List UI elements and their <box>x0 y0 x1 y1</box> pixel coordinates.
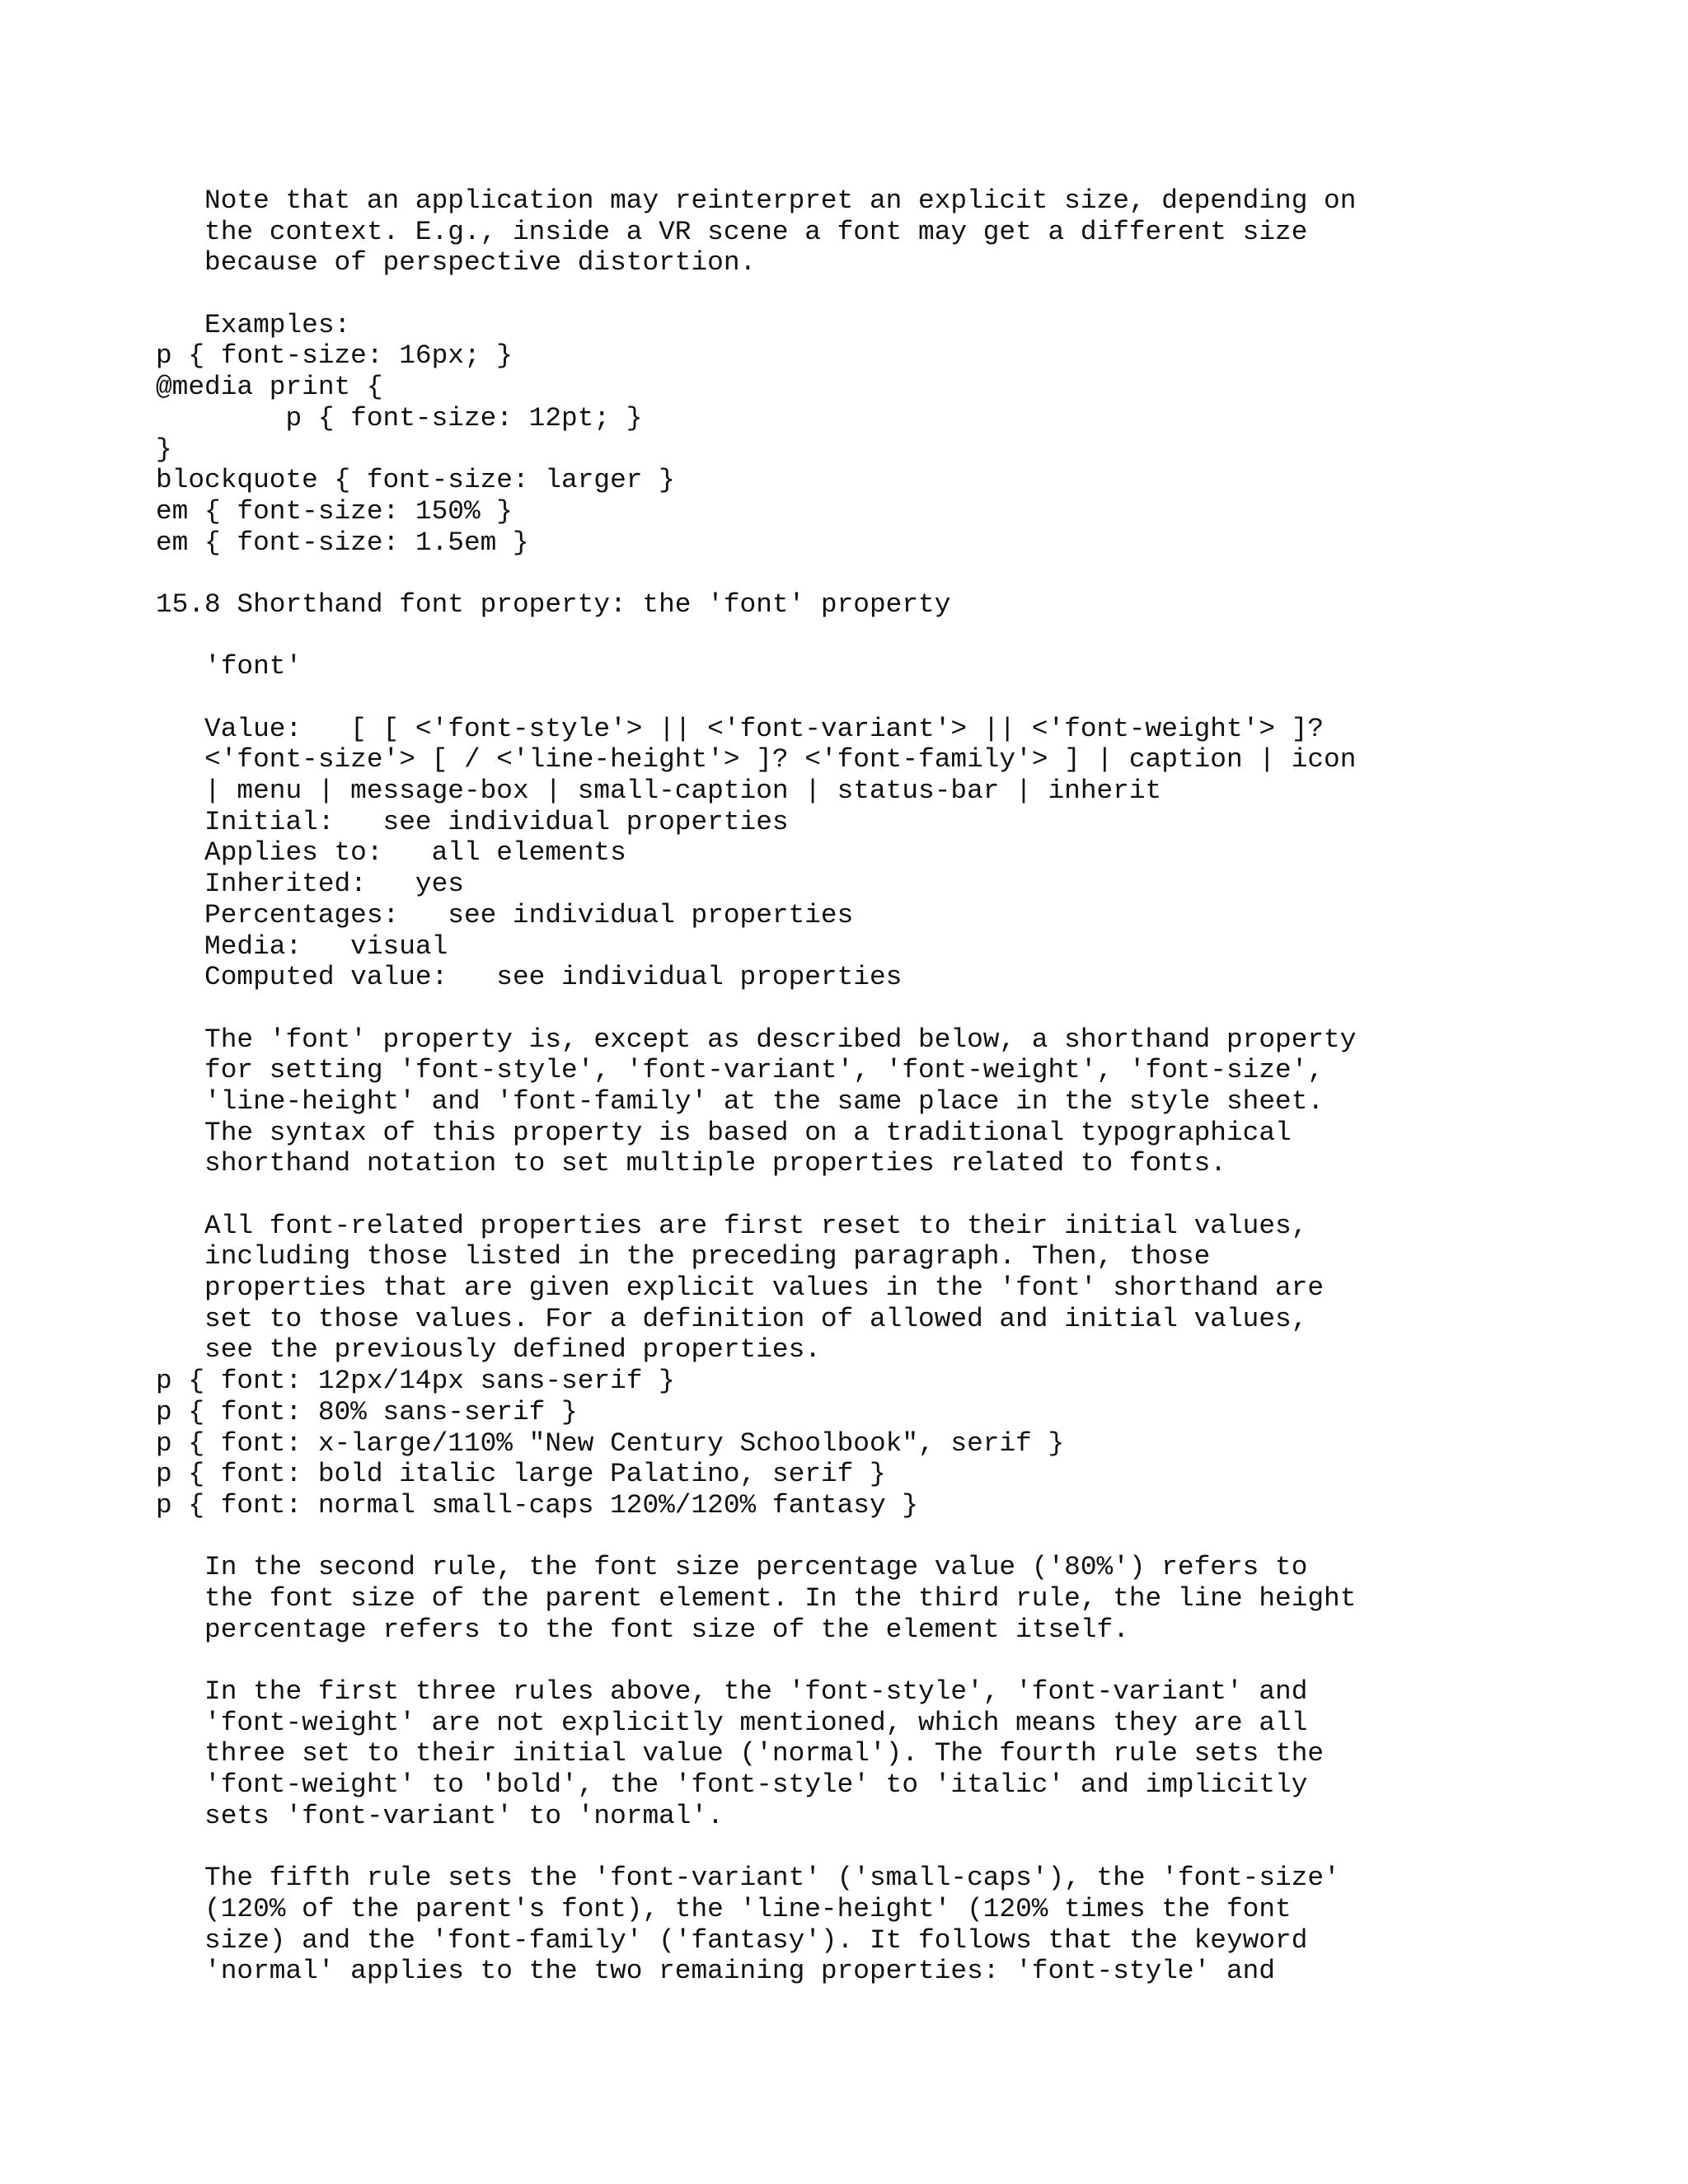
text-line: In the second rule, the font size percentage value ('80%') refers to <box>156 1552 1308 1583</box>
blank-line <box>156 682 1639 714</box>
blank-line <box>156 279 1639 310</box>
text-line: } <box>156 434 172 465</box>
text-line: 'line-height' and 'font-family' at the same place in the style sheet. <box>156 1085 1325 1117</box>
text-line: properties that are given explicit values in the 'font' shorthand are <box>156 1272 1325 1304</box>
text-line: p { font-size: 16px; } <box>156 340 513 372</box>
blank-line <box>156 1645 1639 1676</box>
text-line: p { font: normal small-caps 120%/120% fantasy } <box>156 1489 919 1521</box>
text-line: 'font' <box>156 651 302 682</box>
text-line: shorthand notation to set multiple properties related to fonts. <box>156 1148 1226 1179</box>
text-line: because of perspective distortion. <box>156 247 757 279</box>
text-line: In the first three rules above, the 'font-style', 'font-variant' and <box>156 1676 1308 1707</box>
text-line: 'font-weight' to 'bold', the 'font-style' to 'italic' and implicitly <box>156 1769 1308 1801</box>
text-line: The syntax of this property is based on a traditional typographical <box>156 1117 1292 1148</box>
text-line: em { font-size: 1.5em } <box>156 527 529 558</box>
text-line: p { font: 80% sans-serif } <box>156 1396 578 1427</box>
text-line: 'font-weight' are not explicitly mentioned, which means they are all <box>156 1707 1308 1738</box>
document-text <box>156 185 1639 1987</box>
text-line: blockquote { font-size: larger } <box>156 465 675 496</box>
text-line: The fifth rule sets the 'font-variant' ('small-caps'), the 'font-size' <box>156 1863 1340 1894</box>
text-line: including those listed in the preceding paragraph. Then, those <box>156 1241 1211 1272</box>
text-line: <'font-size'> [ / <'line-height'> ]? <'font-family'> ] | caption | icon <box>156 744 1357 776</box>
text-line: Examples: <box>156 309 351 340</box>
text-line: 15.8 Shorthand font property: the 'font' property <box>156 588 951 620</box>
text-line: Media: visual <box>156 930 448 962</box>
text-line: Initial: see individual properties <box>156 806 789 837</box>
text-line: 'normal' applies to the two remaining properties: 'font-style' and <box>156 1956 1276 1987</box>
text-line: the font size of the parent element. In the third rule, the line height <box>156 1582 1357 1614</box>
text-line: @media print { <box>156 372 383 403</box>
text-line: p { font: 12px/14px sans-serif } <box>156 1366 675 1397</box>
text-line: sets 'font-variant' to 'normal'. <box>156 1800 724 1831</box>
text-line: em { font-size: 150% } <box>156 495 513 527</box>
text-line: p { font: x-large/110% "New Century Schoolbook", serif } <box>156 1427 1065 1459</box>
text-line: Applies to: all elements <box>156 837 626 869</box>
text-line: Note that an application may reinterpret an explicit size, depending on <box>156 185 1357 216</box>
text-line: All font-related properties are first reset to their initial values, <box>156 1210 1308 1241</box>
text-line: Inherited: yes <box>156 869 464 900</box>
text-line: p { font: bold italic large Palatino, serif } <box>156 1459 886 1490</box>
blank-line <box>156 1521 1639 1553</box>
blank-line <box>156 558 1639 589</box>
text-line: Value: [ [ <'font-style'> || <'font-variant'> || <'font-weight'> ]? <box>156 713 1325 744</box>
text-line: set to those values. For a definition of allowed and initial values, <box>156 1303 1308 1334</box>
blank-line <box>156 1831 1639 1863</box>
text-line: the context. E.g., inside a VR scene a font may get a different size <box>156 216 1308 247</box>
text-line: see the previously defined properties. <box>156 1334 821 1366</box>
text-line: p { font-size: 12pt; } <box>156 402 643 434</box>
text-line: size) and the 'font-family' ('fantasy'). It follows that the keyword <box>156 1924 1308 1956</box>
blank-line <box>156 621 1639 652</box>
text-line: | menu | message-box | small-caption | status-bar | inherit <box>156 776 1162 807</box>
text-line: Percentages: see individual properties <box>156 899 854 930</box>
text-line: for setting 'font-style', 'font-variant', 'font-weight', 'font-size', <box>156 1055 1325 1086</box>
text-line: (120% of the parent's font), the 'line-height' (120% times the font <box>156 1893 1292 1924</box>
text-line: percentage refers to the font size of the element itself. <box>156 1614 1129 1645</box>
blank-line <box>156 993 1639 1024</box>
text-line: Computed value: see individual properties <box>156 962 903 993</box>
text-line: The 'font' property is, except as described below, a shorthand property <box>156 1024 1357 1055</box>
blank-line <box>156 1179 1639 1211</box>
text-line: three set to their initial value ('normal'). The fourth rule sets the <box>156 1738 1325 1769</box>
